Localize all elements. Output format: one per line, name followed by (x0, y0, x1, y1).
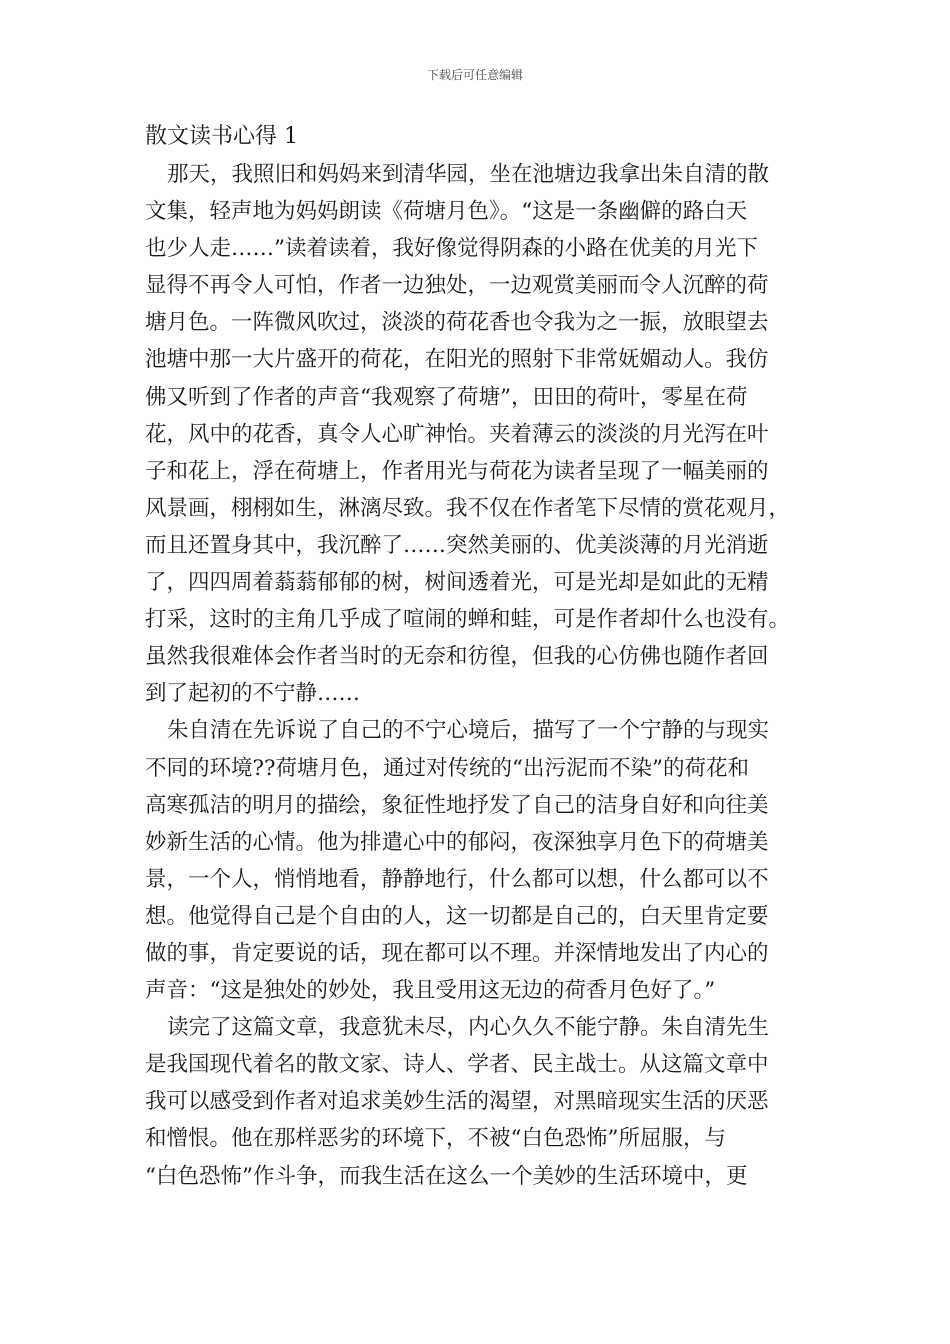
text-line: 我可以感受到作者对追求美妙生活的渴望，对黑暗现实生活的厌恶 (145, 1089, 769, 1115)
text-line: 读完了这篇文章，我意犹未尽，内心久久不能宁静。朱自清先生 (167, 1015, 770, 1041)
text-line: 显得不再令人可怕，作者一边独处，一边观赏美丽而令人沉醉的荷 (145, 273, 769, 299)
paragraph-3 (145, 1009, 809, 1194)
text-line: 而且还置身其中，我沉醉了……突然美丽的、优美淡薄的月光消逝 (145, 532, 769, 558)
text-line: 子和花上，浮在荷塘上，作者用光与荷花为读者呈现了一幅美丽的 (145, 458, 769, 484)
text-line: 池塘中那一大片盛开的荷花，在阳光的照射下非常妩媚动人。我仿 (145, 347, 769, 373)
text-line: 是我国现代着名的散文家、诗人、学者、民主战士。从这篇文章中 (145, 1052, 769, 1078)
paragraph-2 (145, 712, 809, 1009)
text-line: 朱自清在先诉说了自己的不宁心境后，描写了一个宁静的与现实 (167, 718, 770, 744)
text-line: 和憎恨。他在那样恶劣的环境下，不被“白色恐怖”所屈服，与 (145, 1126, 726, 1152)
document-body (145, 156, 809, 1195)
text-line: 到了起初的不宁静…… (145, 681, 361, 707)
text-line: 也少人走……”读着读着，我好像觉得阴森的小路在优美的月光下 (145, 236, 758, 262)
text-line: 想。他觉得自己是个自由的人，这一切都是自己的，白天里肯定要 (145, 903, 769, 929)
page-header: 下载后可任意编辑 (426, 68, 523, 82)
paragraph-1 (145, 156, 809, 712)
text-line: 文集，轻声地为妈妈朗读《荷塘月色》。“这是一条幽僻的路白天 (145, 199, 748, 225)
text-line: 不同的环境??荷塘月色，通过对传统的“出污泥而不染”的荷花和 (145, 755, 750, 781)
text-line: 打采，这时的主角几乎成了喧闹的蝉和蛙，可是作者却什么也没有。 (145, 607, 791, 633)
text-line: 塘月色。一阵微风吹过，淡淡的荷花香也令我为之一振，放眼望去 (145, 310, 769, 336)
text-line: 景，一个人，悄悄地看，静静地行，什么都可以想，什么都可以不 (145, 866, 769, 892)
text-line: 虽然我很难体会作者当时的无奈和彷徨，但我的心仿佛也随作者回 (145, 644, 769, 670)
text-line: 花，风中的花香，真令人心旷神怡。夹着薄云的淡淡的月光泻在叶 (145, 421, 769, 447)
text-line: 了，四四周着蓊蓊郁郁的树，树间透着光，可是光却是如此的无精 (145, 570, 769, 596)
text-line: 做的事，肯定要说的话，现在都可以不理。并深情地发出了内心的 (145, 940, 769, 966)
text-line: 高寒孤洁的明月的描绘，象征性地抒发了自己的洁身自好和向往美 (145, 792, 769, 818)
text-line: 那天，我照旧和妈妈来到清华园，坐在池塘边我拿出朱自清的散 (167, 162, 770, 187)
text-line: 声音：“这是独处的妙处，我且受用这无边的荷香月色好了。” (145, 978, 716, 1004)
text-line: “白色恐怖”作斗争，而我生活在这么一个美妙的生活环境中，更 (145, 1163, 748, 1189)
text-line: 妙新生活的心情。他为排遣心中的郁闷，夜深独享月色下的荷塘美 (145, 829, 769, 855)
text-line: 佛又听到了作者的声音“我观察了荷塘”，田田的荷叶，零星在荷 (145, 384, 748, 410)
document-title: 散文读书心得 1 (145, 124, 298, 149)
text-line: 风景画，栩栩如生，淋漓尽致。我不仅在作者笔下尽情的赏花观月， (145, 495, 791, 521)
